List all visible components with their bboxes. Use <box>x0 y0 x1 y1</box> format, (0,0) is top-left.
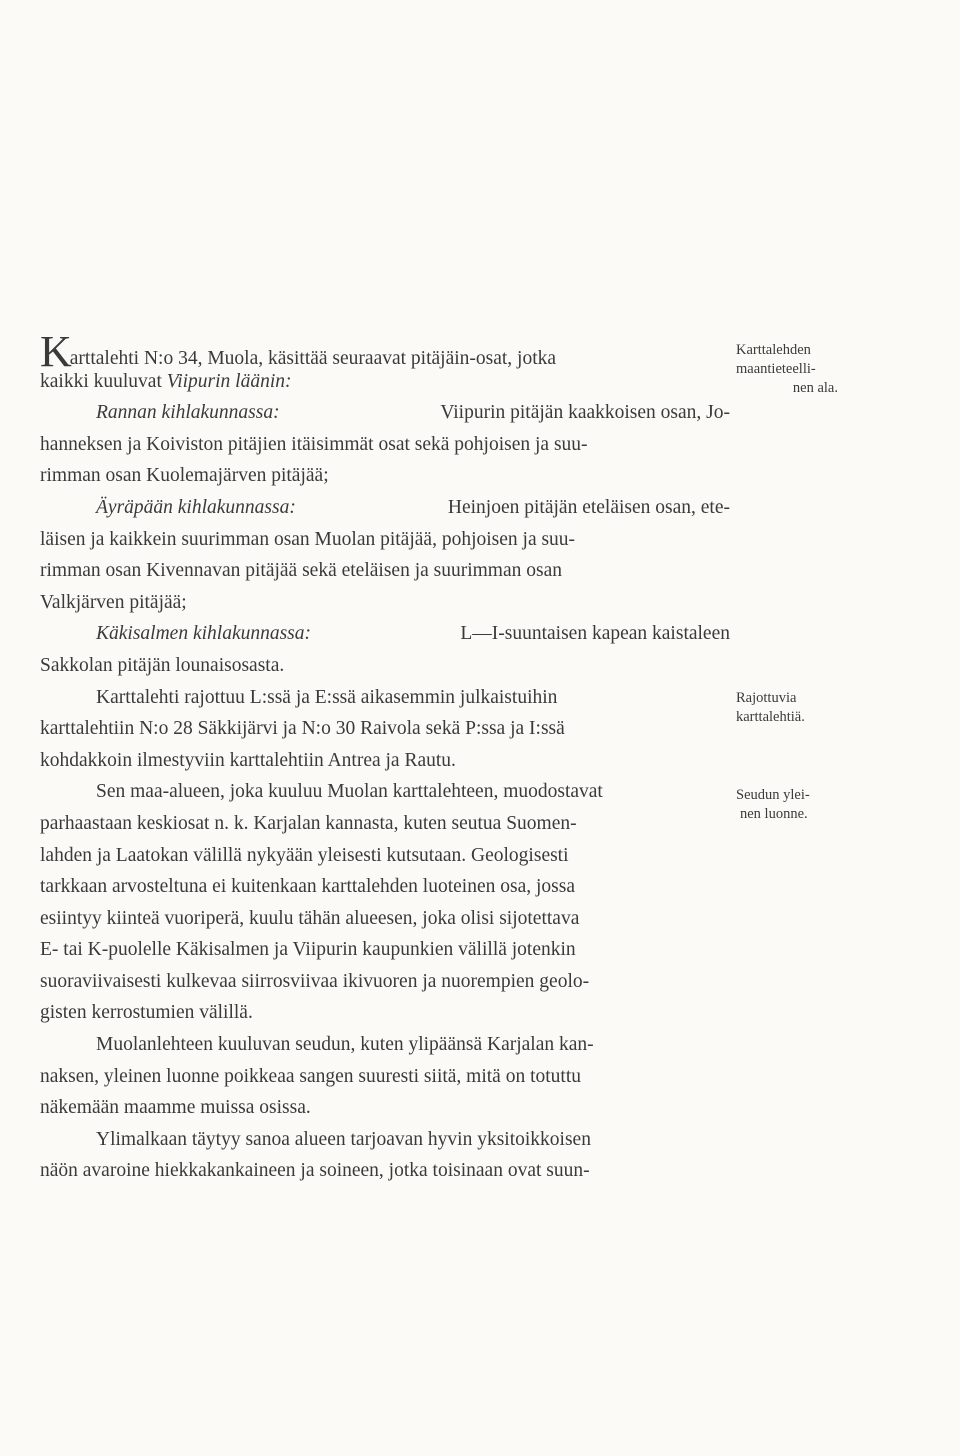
text-line: näkemään maamme muissa osissa. <box>40 1097 311 1119</box>
margin-note-general-character: Seudun ylei- nen luonne. <box>736 787 810 822</box>
margin-note-map-area: Karttalehden maantieteelli- nen ala. <box>736 342 838 396</box>
text-line: läisen ja kaikkein suurimman osan Muolan pitäjää, pohjoisen ja suu- <box>40 528 576 550</box>
drop-cap: K <box>40 327 72 376</box>
text-line: suoraviivaisesti kulkevaa siirrosviivaa ikivuoren ja nuorempien geolo- <box>40 970 590 992</box>
text-line: Muolanlehteen kuuluvan seudun, kuten ylipäänsä Karjalan kan- <box>96 1034 594 1056</box>
text-line: gisten kerrostumien välillä. <box>40 1002 253 1024</box>
text-line: Ylimalkaan täytyy sanoa alueen tarjoavan hyvin yksitoikkoisen <box>96 1128 591 1150</box>
text-line: Rannan kihlakunnassa: Viipurin pitäjän kaakkoisen osan, Jo- <box>96 402 730 424</box>
text-line: Sakkolan pitäjän lounaisosasta. <box>40 654 285 676</box>
text-line: kaikki kuuluvat Viipurin läänin: <box>40 370 292 392</box>
text-line: Äyräpään kihlakunnassa: Heinjoen pitäjän eteläisen osan, ete- <box>96 496 730 518</box>
text-line: karttalehtiin N:o 28 Säkkijärvi ja N:o 30 Raivola sekä P:ssa ja I:ssä <box>40 718 565 740</box>
text-line: Karttalehti N:o 34, Muola, käsittää seuraavat pitäjäin-osat, jotka <box>40 327 557 376</box>
main-text <box>40 327 730 1187</box>
text-line: naksen, yleinen luonne poikkeaa sangen suuresti siitä, mitä on totuttu <box>40 1065 582 1087</box>
text-line: Sen maa-alueen, joka kuuluu Muolan karttalehteen, muodostavat <box>96 781 603 803</box>
text-line: parhaastaan keskiosat n. k. Karjalan kannasta, kuten seutua Suomen- <box>40 812 577 834</box>
text-line: hanneksen ja Koiviston pitäjien itäisimmät osat sekä pohjoisen ja suu- <box>40 433 588 455</box>
text-line: Käkisalmen kihlakunnassa: L—I-suuntaisen kapean kaistaleen <box>96 623 730 645</box>
margin-note-bordering-sheets: Rajottuvia karttalehtiä. <box>736 690 805 725</box>
text-line: esiintyy kiinteä vuoriperä, kuulu tähän alueesen, joka olisi sijotettava <box>40 907 580 929</box>
text-line: E- tai K-puolelle Käkisalmen ja Viipurin kaupunkien välillä jotenkin <box>40 939 576 961</box>
text-line: kohdakkoin ilmestyviin karttalehtiin Antrea ja Rautu. <box>40 749 456 771</box>
text-line: näön avaroine hiekkakankaineen ja soineen, jotka toisinaan ovat suun- <box>40 1160 590 1182</box>
text-line: lahden ja Laatokan välillä nykyään yleisesti kutsutaan. Geologisesti <box>40 844 569 866</box>
text-line: tarkkaan arvosteltuna ei kuitenkaan karttalehden luoteinen osa, jossa <box>40 876 575 898</box>
text-line: rimman osan Kuolemajärven pitäjää; <box>40 465 329 487</box>
text-line: Karttalehti rajottuu L:ssä ja E:ssä aikasemmin julkaistuihin <box>96 686 558 708</box>
text-line: Valkjärven pitäjää; <box>40 591 187 613</box>
text-line: rimman osan Kivennavan pitäjää sekä eteläisen ja suurimman osan <box>40 560 562 582</box>
